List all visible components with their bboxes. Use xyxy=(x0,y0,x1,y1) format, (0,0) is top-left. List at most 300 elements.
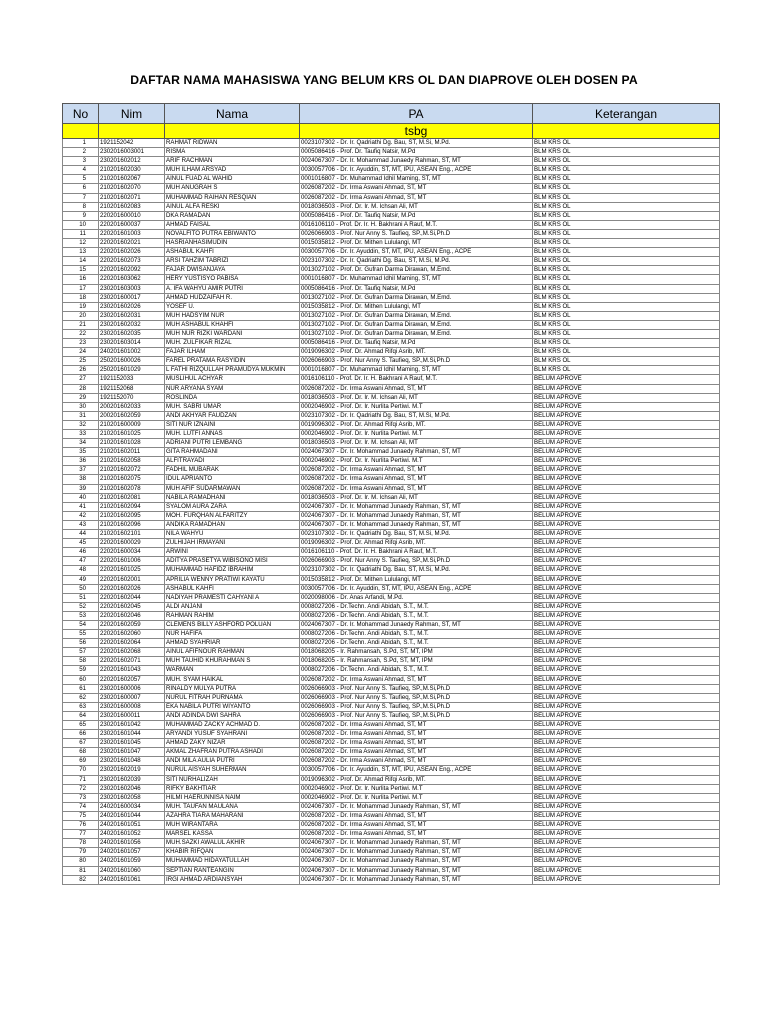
cell-pa: 0026087202 - Dr. Irma Aswani Ahmad, ST, MT xyxy=(300,811,533,820)
cell-no: 17 xyxy=(63,284,99,293)
cell-no: 43 xyxy=(63,520,99,529)
table-row xyxy=(63,275,720,284)
table-row xyxy=(63,475,720,484)
cell-nim: 230201601048 xyxy=(99,757,165,766)
cell-no: 52 xyxy=(63,602,99,611)
table-row xyxy=(63,584,720,593)
cell-pa: 0026066903 - Prof. Nur Anny S. Taufieq, SP.,M.Si,Ph.D xyxy=(300,229,533,238)
cell-nama: AHMAD HUDZAIFAH R. xyxy=(165,293,300,302)
cell-keterangan: BELUM APROVE xyxy=(533,575,720,584)
cell-keterangan: BLM KRS OL xyxy=(533,320,720,329)
table-row xyxy=(63,175,720,184)
cell-nama: MOH. FURQHAN ALFARITZY xyxy=(165,511,300,520)
cell-nama: NOVALFITO PUTRA EBIWANTO xyxy=(165,229,300,238)
cell-pa: 0030057706 - Dr. Ir. Ayuddin, ST, MT, IPU, ASEAN Eng., ACPE xyxy=(300,584,533,593)
table-row xyxy=(63,784,720,793)
cell-nama: GITA RAHMADANI xyxy=(165,448,300,457)
cell-pa: 0015035812 - Prof. Dr. Mithen Lululangi, MT xyxy=(300,239,533,248)
cell-keterangan: BLM KRS OL xyxy=(533,148,720,157)
cell-pa: 0026087202 - Dr. Irma Aswani Ahmad, ST, MT xyxy=(300,466,533,475)
cell-nim: 210201602075 xyxy=(99,475,165,484)
cell-pa: 0018036503 - Prof. Dr. Ir. M. Ichsan Ali, MT xyxy=(300,393,533,402)
cell-pa: 0026087202 - Dr. Irma Aswani Ahmad, ST, MT xyxy=(300,193,533,202)
cell-nama: AKMAL ZHAFRAN PUTRA ASHADI xyxy=(165,748,300,757)
cell-keterangan: BELUM APROVE xyxy=(533,793,720,802)
cell-keterangan: BELUM APROVE xyxy=(533,384,720,393)
cell-keterangan: BELUM APROVE xyxy=(533,493,720,502)
cell-nama: ALDI ANJANI xyxy=(165,602,300,611)
cell-nama: NABILA RAMADHANI xyxy=(165,493,300,502)
cell-keterangan: BELUM APROVE xyxy=(533,775,720,784)
cell-keterangan: BELUM APROVE xyxy=(533,684,720,693)
cell-pa: 0008027206 - Dr.Techn. Andi Abidah, S.T., M.T. xyxy=(300,666,533,675)
cell-pa: 0026087202 - Dr. Irma Aswani Ahmad, ST, MT xyxy=(300,830,533,839)
cell-no: 58 xyxy=(63,657,99,666)
table-row xyxy=(63,711,720,720)
cell-nim: 230201602046 xyxy=(99,784,165,793)
cell-nim: 2302016003001 xyxy=(99,148,165,157)
cell-keterangan: BLM KRS OL xyxy=(533,184,720,193)
cell-pa: 0013027102 - Prof. Dr. Gufran Darma Dirawan, M.Emd. xyxy=(300,266,533,275)
cell-no: 11 xyxy=(63,229,99,238)
cell-pa: 0001016807 - Dr. Muhammad Idhil Maming, ST, MT xyxy=(300,175,533,184)
cell-nama: HERY YUSTISYO PABISA xyxy=(165,275,300,284)
cell-nama: MUHAMMAD HIDAYATULLAH xyxy=(165,857,300,866)
cell-no: 68 xyxy=(63,748,99,757)
table-row xyxy=(63,302,720,311)
cell-no: 61 xyxy=(63,684,99,693)
cell-pa: 0026087202 - Dr. Irma Aswani Ahmad, ST, MT xyxy=(300,739,533,748)
cell-pa: 0013027102 - Prof. Dr. Gufran Darma Dirawan, M.Emd. xyxy=(300,329,533,338)
cell-nama: HILMI HAERUNNISA NAIM xyxy=(165,793,300,802)
cell-pa: 0024067307 - Dr. Ir. Mohammad Junaedy Rahman, ST, MT xyxy=(300,875,533,884)
cell-keterangan: BLM KRS OL xyxy=(533,139,720,148)
cell-nim: 230201602035 xyxy=(99,329,165,338)
cell-pa: 0026087202 - Dr. Irma Aswani Ahmad, ST, MT xyxy=(300,757,533,766)
cell-no: 8 xyxy=(63,202,99,211)
cell-nama: L FATHI RIZQULLAH PRAMUDYA MUKMIN xyxy=(165,366,300,375)
table-row xyxy=(63,520,720,529)
cell-keterangan: BELUM APROVE xyxy=(533,721,720,730)
cell-nama: MUH HADSYIM NUR xyxy=(165,311,300,320)
cell-nama: MUH ILHAM ARSYAD xyxy=(165,166,300,175)
cell-pa: 0015035812 - Prof. Dr. Mithen Lululangi, MT xyxy=(300,302,533,311)
student-table xyxy=(62,103,720,885)
cell-keterangan: BELUM APROVE xyxy=(533,457,720,466)
cell-nama: NURUL AISYAH SUHERMAN xyxy=(165,766,300,775)
cell-no: 53 xyxy=(63,611,99,620)
cell-pa: 0026087202 - Dr. Irma Aswani Ahmad, ST, MT xyxy=(300,730,533,739)
cell-no: 76 xyxy=(63,821,99,830)
cell-nim: 210201602011 xyxy=(99,448,165,457)
cell-no: 81 xyxy=(63,866,99,875)
cell-nama: EKA NABILA PUTRI WIYANTO xyxy=(165,702,300,711)
cell-no: 73 xyxy=(63,793,99,802)
table-row xyxy=(63,148,720,157)
cell-nama: SEPTIAN RANTEANGIN xyxy=(165,866,300,875)
cell-nim: 220201602026 xyxy=(99,248,165,257)
cell-nim: 240201601051 xyxy=(99,821,165,830)
cell-keterangan: BELUM APROVE xyxy=(533,593,720,602)
cell-no: 71 xyxy=(63,775,99,784)
table-row xyxy=(63,739,720,748)
cell-nama: ARWINI xyxy=(165,548,300,557)
table-row xyxy=(63,384,720,393)
cell-keterangan: BLM KRS OL xyxy=(533,339,720,348)
cell-no: 12 xyxy=(63,239,99,248)
cell-no: 74 xyxy=(63,802,99,811)
cell-nama: SITI NUR IZNAINI xyxy=(165,420,300,429)
table-body xyxy=(63,124,720,885)
table-row xyxy=(63,329,720,338)
cell-nim: 210201601028 xyxy=(99,439,165,448)
table-row xyxy=(63,857,720,866)
cell-pa: 0026087202 - Dr. Irma Aswani Ahmad, ST, MT xyxy=(300,475,533,484)
cell-no: 75 xyxy=(63,811,99,820)
cell-nama: NUR ARYANA SYAM xyxy=(165,384,300,393)
cell-pa: 0005086416 - Prof. Dr. Taufiq Natsir, M.Pd xyxy=(300,284,533,293)
cell-pa: 0018036503 - Prof. Dr. Ir. M. Ichsan Ali, MT xyxy=(300,493,533,502)
table-row xyxy=(63,866,720,875)
cell-keterangan: BELUM APROVE xyxy=(533,730,720,739)
cell-nama: IRGI AHMAD ARDIANSYAH xyxy=(165,875,300,884)
cell-nim: 210201601025 xyxy=(99,430,165,439)
cell-keterangan: BELUM APROVE xyxy=(533,530,720,539)
cell-no: 56 xyxy=(63,639,99,648)
cell-nama: ARIF RACHMAN xyxy=(165,157,300,166)
cell-keterangan: BELUM APROVE xyxy=(533,466,720,475)
cell-nama: AHMAD FAISAL xyxy=(165,220,300,229)
cell-no: 27 xyxy=(63,375,99,384)
cell-nama: FAJAR DWISANJAYA xyxy=(165,266,300,275)
cell-no: 49 xyxy=(63,575,99,584)
cell-keterangan: BELUM APROVE xyxy=(533,502,720,511)
cell-nim: 230201602039 xyxy=(99,775,165,784)
cell-no: 16 xyxy=(63,275,99,284)
cell-nama: NILA WAHYU xyxy=(165,530,300,539)
cell-keterangan: BELUM APROVE xyxy=(533,602,720,611)
cell-pa: 0019096302 - Prof. Dr. Ahmad Rifqi Asrib, MT. xyxy=(300,539,533,548)
cell-no: 42 xyxy=(63,511,99,520)
cell-no: 66 xyxy=(63,730,99,739)
group-blank xyxy=(533,124,720,139)
cell-nama: A. IFA WAHYU AMIR PUTRI xyxy=(165,284,300,293)
cell-keterangan: BELUM APROVE xyxy=(533,620,720,629)
cell-nim: 230201602032 xyxy=(99,320,165,329)
cell-no: 25 xyxy=(63,357,99,366)
cell-nim: 230201601044 xyxy=(99,730,165,739)
cell-nim: 220201602046 xyxy=(99,611,165,620)
cell-nim: 240201601059 xyxy=(99,857,165,866)
cell-nama: FADHIL MUBARAK xyxy=(165,466,300,475)
table-row xyxy=(63,566,720,575)
cell-keterangan: BELUM APROVE xyxy=(533,766,720,775)
cell-no: 4 xyxy=(63,166,99,175)
table-row xyxy=(63,139,720,148)
cell-nama: ADITYA PRASETYA WIBISONO MISI xyxy=(165,557,300,566)
table-row xyxy=(63,602,720,611)
cell-pa: 0026066903 - Prof. Nur Anny S. Taufieq, SP.,M.Si,Ph.D xyxy=(300,711,533,720)
cell-no: 10 xyxy=(63,220,99,229)
table-row xyxy=(63,702,720,711)
table-row xyxy=(63,229,720,238)
cell-pa: 0024067307 - Dr. Ir. Mohammad Junaedy Rahman, ST, MT xyxy=(300,839,533,848)
cell-keterangan: BLM KRS OL xyxy=(533,284,720,293)
table-row xyxy=(63,211,720,220)
cell-keterangan: BLM KRS OL xyxy=(533,257,720,266)
table-row xyxy=(63,357,720,366)
cell-nim: 220201602045 xyxy=(99,602,165,611)
cell-pa: 0002046902 - Prof. Dr. Ir. Nurlita Pertiwi. M.T xyxy=(300,784,533,793)
cell-no: 63 xyxy=(63,702,99,711)
table-row xyxy=(63,821,720,830)
cell-nim: 220201602060 xyxy=(99,630,165,639)
cell-pa: 0026066903 - Prof. Nur Anny S. Taufieq, SP.,M.Si,Ph.D xyxy=(300,702,533,711)
table-row xyxy=(63,511,720,520)
cell-nim: 220201600034 xyxy=(99,548,165,557)
cell-no: 29 xyxy=(63,393,99,402)
table-header-row xyxy=(63,104,720,124)
cell-nim: 240201601061 xyxy=(99,875,165,884)
cell-nama: ARSI TAHZIM TABRIZI xyxy=(165,257,300,266)
cell-no: 37 xyxy=(63,466,99,475)
table-row xyxy=(63,493,720,502)
cell-keterangan: BLM KRS OL xyxy=(533,366,720,375)
cell-nama: MUH AFIF SUDARMAWAN xyxy=(165,484,300,493)
cell-no: 44 xyxy=(63,530,99,539)
cell-pa: 0020098006 - Dr. Anas Arfandi, M.Pd. xyxy=(300,593,533,602)
cell-no: 19 xyxy=(63,302,99,311)
cell-no: 67 xyxy=(63,739,99,748)
cell-nim: 240201601060 xyxy=(99,866,165,875)
cell-keterangan: BLM KRS OL xyxy=(533,275,720,284)
cell-nim: 220201602026 xyxy=(99,584,165,593)
table-row xyxy=(63,420,720,429)
cell-nim: 230201601042 xyxy=(99,721,165,730)
cell-nim: 210201602101 xyxy=(99,530,165,539)
cell-nim: 250201601029 xyxy=(99,366,165,375)
cell-keterangan: BELUM APROVE xyxy=(533,748,720,757)
cell-nim: 220201600010 xyxy=(99,211,165,220)
cell-pa: 0024067307 - Dr. Ir. Mohammad Junaedy Rahman, ST, MT xyxy=(300,866,533,875)
cell-nama: MUSLIHUL ACHYAR xyxy=(165,375,300,384)
cell-keterangan: BLM KRS OL xyxy=(533,157,720,166)
cell-pa: 0013027102 - Prof. Dr. Gufran Darma Dirawan, M.Emd. xyxy=(300,320,533,329)
cell-nama: ASHABUL KAHFI xyxy=(165,584,300,593)
cell-nim: 220201602001 xyxy=(99,575,165,584)
cell-nim: 230201600006 xyxy=(99,684,165,693)
cell-no: 55 xyxy=(63,630,99,639)
cell-nim: 240201601052 xyxy=(99,830,165,839)
cell-pa: 0024067307 - Dr. Ir. Mohammad Junaedy Rahman, ST, MT xyxy=(300,520,533,529)
cell-keterangan: BLM KRS OL xyxy=(533,193,720,202)
cell-nim: 240201601057 xyxy=(99,848,165,857)
cell-keterangan: BELUM APROVE xyxy=(533,484,720,493)
cell-no: 64 xyxy=(63,711,99,720)
table-row xyxy=(63,257,720,266)
cell-no: 47 xyxy=(63,557,99,566)
cell-keterangan: BELUM APROVE xyxy=(533,411,720,420)
header-no: No xyxy=(63,104,99,124)
cell-pa: 0008027206 - Dr.Techn. Andi Abidah, S.T., M.T. xyxy=(300,602,533,611)
cell-nama: ARYANDI YUSUF SYAHRANI xyxy=(165,730,300,739)
cell-keterangan: BELUM APROVE xyxy=(533,821,720,830)
cell-no: 28 xyxy=(63,384,99,393)
table-row xyxy=(63,748,720,757)
cell-pa: 0018068205 - Ir. Rahmansah, S.Pd, ST, MT, IPM xyxy=(300,657,533,666)
cell-keterangan: BELUM APROVE xyxy=(533,511,720,520)
cell-keterangan: BLM KRS OL xyxy=(533,229,720,238)
cell-nim: 210201602078 xyxy=(99,484,165,493)
group-blank xyxy=(165,124,300,139)
cell-pa: 0026087202 - Dr. Irma Aswani Ahmad, ST, MT xyxy=(300,721,533,730)
table-row xyxy=(63,575,720,584)
cell-nama: ZULHIJAH IRMAYANI xyxy=(165,539,300,548)
cell-pa: 0002046902 - Prof. Dr. Ir. Nurlita Pertiwi. M.T xyxy=(300,402,533,411)
table-row xyxy=(63,557,720,566)
cell-nama: ANDI ADINDA DWI SAHRA xyxy=(165,711,300,720)
cell-nama: MARSEL KASSA xyxy=(165,830,300,839)
cell-nim: 240201601044 xyxy=(99,811,165,820)
cell-nama: NUR HAFIFA xyxy=(165,630,300,639)
cell-nim: 230201601045 xyxy=(99,739,165,748)
cell-nama: MUH ANUGRAH S xyxy=(165,184,300,193)
table-row xyxy=(63,675,720,684)
cell-nim: 210201602081 xyxy=(99,493,165,502)
cell-no: 39 xyxy=(63,484,99,493)
cell-nama: RISMA xyxy=(165,148,300,157)
cell-nim: 220201602068 xyxy=(99,648,165,657)
table-row xyxy=(63,793,720,802)
cell-pa: 0008027206 - Dr.Techn. Andi Abidah, S.T., M.T. xyxy=(300,639,533,648)
cell-nama: MUH. SYAM HAIKAL xyxy=(165,675,300,684)
cell-pa: 0030057706 - Dr. Ir. Ayuddin, ST, MT, IPU, ASEAN Eng., ACPE xyxy=(300,166,533,175)
cell-nama: ANDIKA RAMADHAN xyxy=(165,520,300,529)
cell-keterangan: BLM KRS OL xyxy=(533,348,720,357)
cell-no: 82 xyxy=(63,875,99,884)
cell-pa: 0001016807 - Dr. Muhammad Idhil Maming, ST, MT xyxy=(300,366,533,375)
cell-pa: 0018068205 - Ir. Rahmansah, S.Pd, ST, MT, IPM xyxy=(300,648,533,657)
cell-nim: 250201600026 xyxy=(99,357,165,366)
cell-nim: 230201600011 xyxy=(99,711,165,720)
cell-no: 59 xyxy=(63,666,99,675)
cell-pa: 0026066903 - Prof. Nur Anny S. Taufieq, SP.,M.Si,Ph.D xyxy=(300,357,533,366)
cell-nim: 220201600029 xyxy=(99,539,165,548)
table-row xyxy=(63,466,720,475)
cell-keterangan: BELUM APROVE xyxy=(533,739,720,748)
table-row xyxy=(63,666,720,675)
cell-nim: 210201602070 xyxy=(99,184,165,193)
cell-keterangan: BLM KRS OL xyxy=(533,357,720,366)
cell-keterangan: BELUM APROVE xyxy=(533,611,720,620)
cell-nama: RAHMAN RAHIM xyxy=(165,611,300,620)
cell-nim: 220201602059 xyxy=(99,620,165,629)
cell-nama: MUH. TAUFAN MAULANA xyxy=(165,802,300,811)
cell-no: 2 xyxy=(63,148,99,157)
table-row xyxy=(63,693,720,702)
cell-keterangan: BLM KRS OL xyxy=(533,248,720,257)
cell-pa: 0005086416 - Prof. Dr. Taufiq Natsir, M.Pd xyxy=(300,339,533,348)
cell-keterangan: BELUM APROVE xyxy=(533,648,720,657)
cell-nama: FAJAR ILHAM xyxy=(165,348,300,357)
header-keterangan: Keterangan xyxy=(533,104,720,124)
cell-no: 7 xyxy=(63,193,99,202)
cell-no: 60 xyxy=(63,675,99,684)
cell-pa: 0002046902 - Prof. Dr. Ir. Nurlita Pertiwi. M.T xyxy=(300,430,533,439)
cell-nim: 210201600009 xyxy=(99,420,165,429)
cell-nama: AINUL FUAD AL WAHID xyxy=(165,175,300,184)
cell-pa: 0030057706 - Dr. Ir. Ayuddin, ST, MT, IPU, ASEAN Eng., ACPE xyxy=(300,766,533,775)
cell-nim: 210201602083 xyxy=(99,202,165,211)
cell-no: 70 xyxy=(63,766,99,775)
table-row xyxy=(63,730,720,739)
cell-nim: 240201600034 xyxy=(99,802,165,811)
table-row xyxy=(63,266,720,275)
cell-no: 3 xyxy=(63,157,99,166)
cell-keterangan: BELUM APROVE xyxy=(533,448,720,457)
cell-no: 33 xyxy=(63,430,99,439)
cell-pa: 0019096302 - Prof. Dr. Ahmad Rifqi Asrib, MT. xyxy=(300,775,533,784)
table-row xyxy=(63,184,720,193)
cell-pa: 0019096302 - Prof. Dr. Ahmad Rifqi Asrib, MT. xyxy=(300,420,533,429)
cell-no: 31 xyxy=(63,411,99,420)
table-row xyxy=(63,530,720,539)
cell-keterangan: BELUM APROVE xyxy=(533,439,720,448)
cell-nama: YOSEF U. xyxy=(165,302,300,311)
cell-nama: MUH. LUTFI ANNAS xyxy=(165,430,300,439)
cell-no: 65 xyxy=(63,721,99,730)
cell-keterangan: BELUM APROVE xyxy=(533,475,720,484)
cell-nim: 220201603062 xyxy=(99,275,165,284)
cell-pa: 0024067307 - Dr. Ir. Mohammad Junaedy Rahman, ST, MT xyxy=(300,857,533,866)
cell-pa: 0023107302 - Dr. Ir. Qadriathi Dg. Bau, ST, M.Si, M.Pd. xyxy=(300,257,533,266)
cell-keterangan: BELUM APROVE xyxy=(533,393,720,402)
cell-nama: ADRIANI PUTRI LEMBANG xyxy=(165,439,300,448)
table-row xyxy=(63,411,720,420)
cell-nim: 230201600007 xyxy=(99,693,165,702)
cell-nim: 230201600008 xyxy=(99,702,165,711)
cell-keterangan: BELUM APROVE xyxy=(533,557,720,566)
cell-nim: 220201601025 xyxy=(99,566,165,575)
table-row xyxy=(63,320,720,329)
cell-no: 14 xyxy=(63,257,99,266)
cell-pa: 0024067307 - Dr. Ir. Mohammad Junaedy Rahman, ST, MT xyxy=(300,620,533,629)
cell-keterangan: BLM KRS OL xyxy=(533,329,720,338)
cell-keterangan: BELUM APROVE xyxy=(533,866,720,875)
cell-nama: FAREL PRATAMA RASYIDIN xyxy=(165,357,300,366)
cell-nim: 220201602071 xyxy=(99,657,165,666)
cell-nama: MUHAMMAD ZACKY ACHMAD D. xyxy=(165,721,300,730)
table-row xyxy=(63,166,720,175)
group-row xyxy=(63,124,720,139)
cell-no: 30 xyxy=(63,402,99,411)
cell-no: 9 xyxy=(63,211,99,220)
cell-nama: KHABIR RIFQAN xyxy=(165,848,300,857)
cell-nim: 210201602058 xyxy=(99,457,165,466)
table-row xyxy=(63,830,720,839)
cell-no: 13 xyxy=(63,248,99,257)
cell-nim: 220201602057 xyxy=(99,675,165,684)
cell-pa: 0019096302 - Prof. Dr. Ahmad Rifqi Asrib, MT. xyxy=(300,348,533,357)
cell-keterangan: BELUM APROVE xyxy=(533,566,720,575)
cell-keterangan: BELUM APROVE xyxy=(533,402,720,411)
cell-nim: 220201601043 xyxy=(99,666,165,675)
table-row xyxy=(63,239,720,248)
cell-nama: RINALDY MULYA PUTRA xyxy=(165,684,300,693)
page-title: DAFTAR NAMA MAHASISWA YANG BELUM KRS OL DAN DIAPROVE OLEH DOSEN PA xyxy=(130,73,638,87)
cell-nim: 220201602073 xyxy=(99,257,165,266)
cell-keterangan: BELUM APROVE xyxy=(533,548,720,557)
